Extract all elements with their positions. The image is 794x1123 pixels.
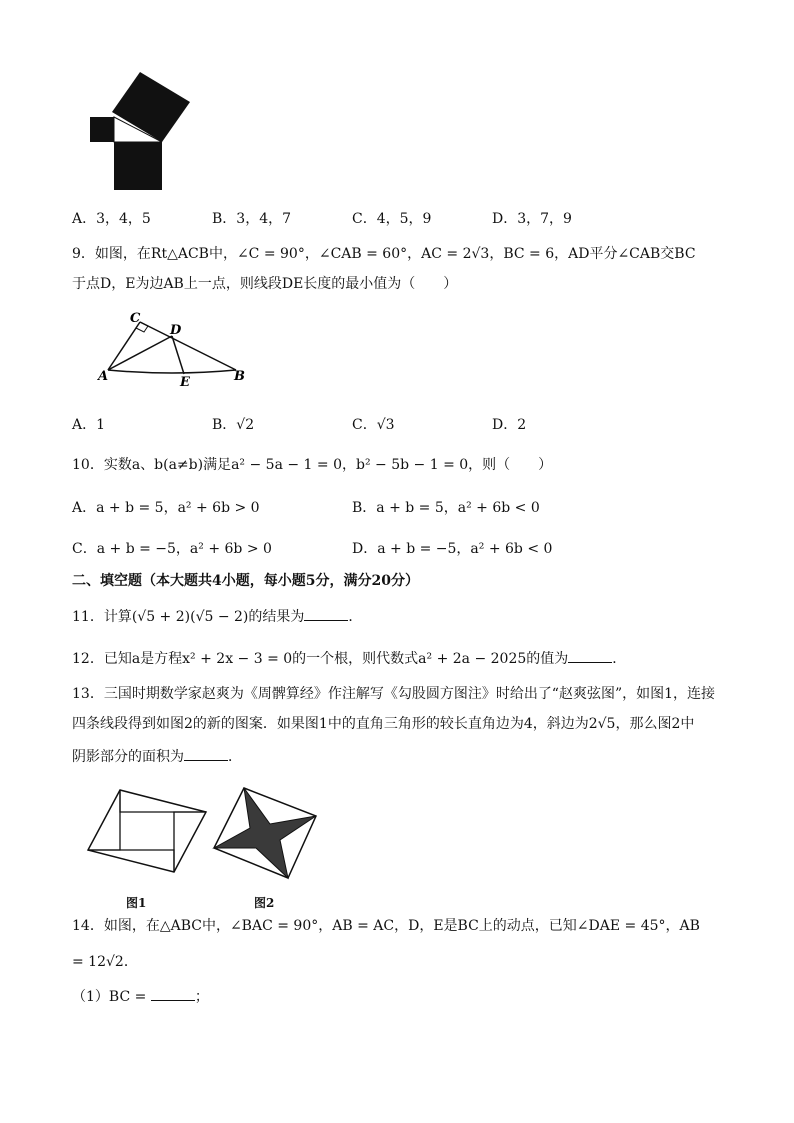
q14-sub1-text: （1）BC = — [72, 989, 147, 1005]
q12-text: 12．已知a是方程x² + 2x − 3 = 0的一个根，则代数式a² + 2a − 2025的值为 — [72, 651, 569, 667]
small-square-left — [90, 117, 114, 142]
q14-line1: 14．如图，在△ABC中，∠BAC = 90°，AB = AC，D，E是BC上的动点，已知∠DAE = 45°，AB — [72, 918, 700, 934]
q13-figure-1-caption: 图1 — [126, 896, 147, 910]
q9-stem-line2: 于点D，E为边AB上一点，则线段DE长度的最小值为（ ） — [72, 276, 458, 292]
q13-line2: 四条线段得到如图2的新的图案．如果图1中的直角三角形的较长直角边为4，斜边为2√5，那么图2中 — [72, 716, 695, 732]
q13-line1: 13．三国时期数学家赵爽为《周髀算经》作注解写《勾股圆方图注》时给出了“赵爽弦图”，如图1，连接 — [72, 686, 716, 702]
q8-choice-b: B．3，4，7 — [212, 211, 292, 227]
q11-line — [72, 606, 362, 627]
q13-answer-blank — [184, 746, 228, 761]
q9-choice-a: A．1 — [72, 417, 106, 433]
q9-stem-line1: 9．如图，在Rt△ACB中，∠C = 90°，∠CAB = 60°，AC = 2√3，BC = 6，AD平分∠CAB交BC — [72, 246, 696, 262]
q12-end: ． — [612, 651, 627, 667]
q14-line2: = 12√2． — [72, 954, 138, 970]
q10-choice-a: A．a + b = 5，a² + 6b > 0 — [72, 500, 260, 516]
label-d: D — [170, 323, 182, 338]
q10-choice-d: D．a + b = −5，a² + 6b < 0 — [352, 541, 553, 557]
q11-end: ． — [348, 609, 363, 625]
q8-choice-d: D．3，7，9 — [492, 211, 572, 227]
medium-square-bottom — [114, 142, 162, 190]
q10-stem: 10．实数a、b(a≠b)满足a² − 5a − 1 = 0，b² − 5b − 1 = 0，则（ ） — [72, 457, 553, 473]
q13-figure-1 — [84, 786, 210, 876]
q9-choice-b: B．√2 — [212, 417, 255, 433]
q11-text: 11．计算(√5 + 2)(√5 − 2)的结果为 — [72, 609, 305, 625]
section-2-heading: 二、填空题（本大题共4小题，每小题5分，满分20分） — [72, 573, 419, 589]
q8-choice-c: C．4，5，9 — [352, 211, 432, 227]
q12-line — [72, 648, 626, 669]
label-b: B — [234, 369, 245, 384]
label-c: C — [130, 311, 141, 326]
q10-choice-c: C．a + b = −5，a² + 6b > 0 — [72, 541, 272, 557]
q11-answer-blank — [304, 606, 348, 621]
q9-choice-d: D．2 — [492, 417, 527, 433]
q8-choice-a: A．3，4，5 — [72, 211, 151, 227]
q8-figure — [86, 70, 194, 194]
q13-end: ． — [228, 749, 242, 765]
q13-line3 — [72, 746, 242, 767]
q13-figure-2 — [210, 786, 320, 880]
q9-triangle-figure — [96, 302, 256, 388]
q12-answer-blank — [568, 648, 612, 663]
q10-choice-b: B．a + b = 5，a² + 6b < 0 — [352, 500, 540, 516]
q14-sub1-blank — [151, 986, 195, 1001]
q14-sub1-end: ； — [194, 989, 209, 1005]
q9-choice-c: C．√3 — [352, 417, 395, 433]
q13-text: 阴影部分的面积为 — [72, 749, 184, 765]
q13-figure-2-caption: 图2 — [254, 896, 275, 910]
q14-sub1 — [72, 986, 209, 1007]
label-a: A — [98, 369, 109, 384]
label-e: E — [180, 375, 190, 388]
